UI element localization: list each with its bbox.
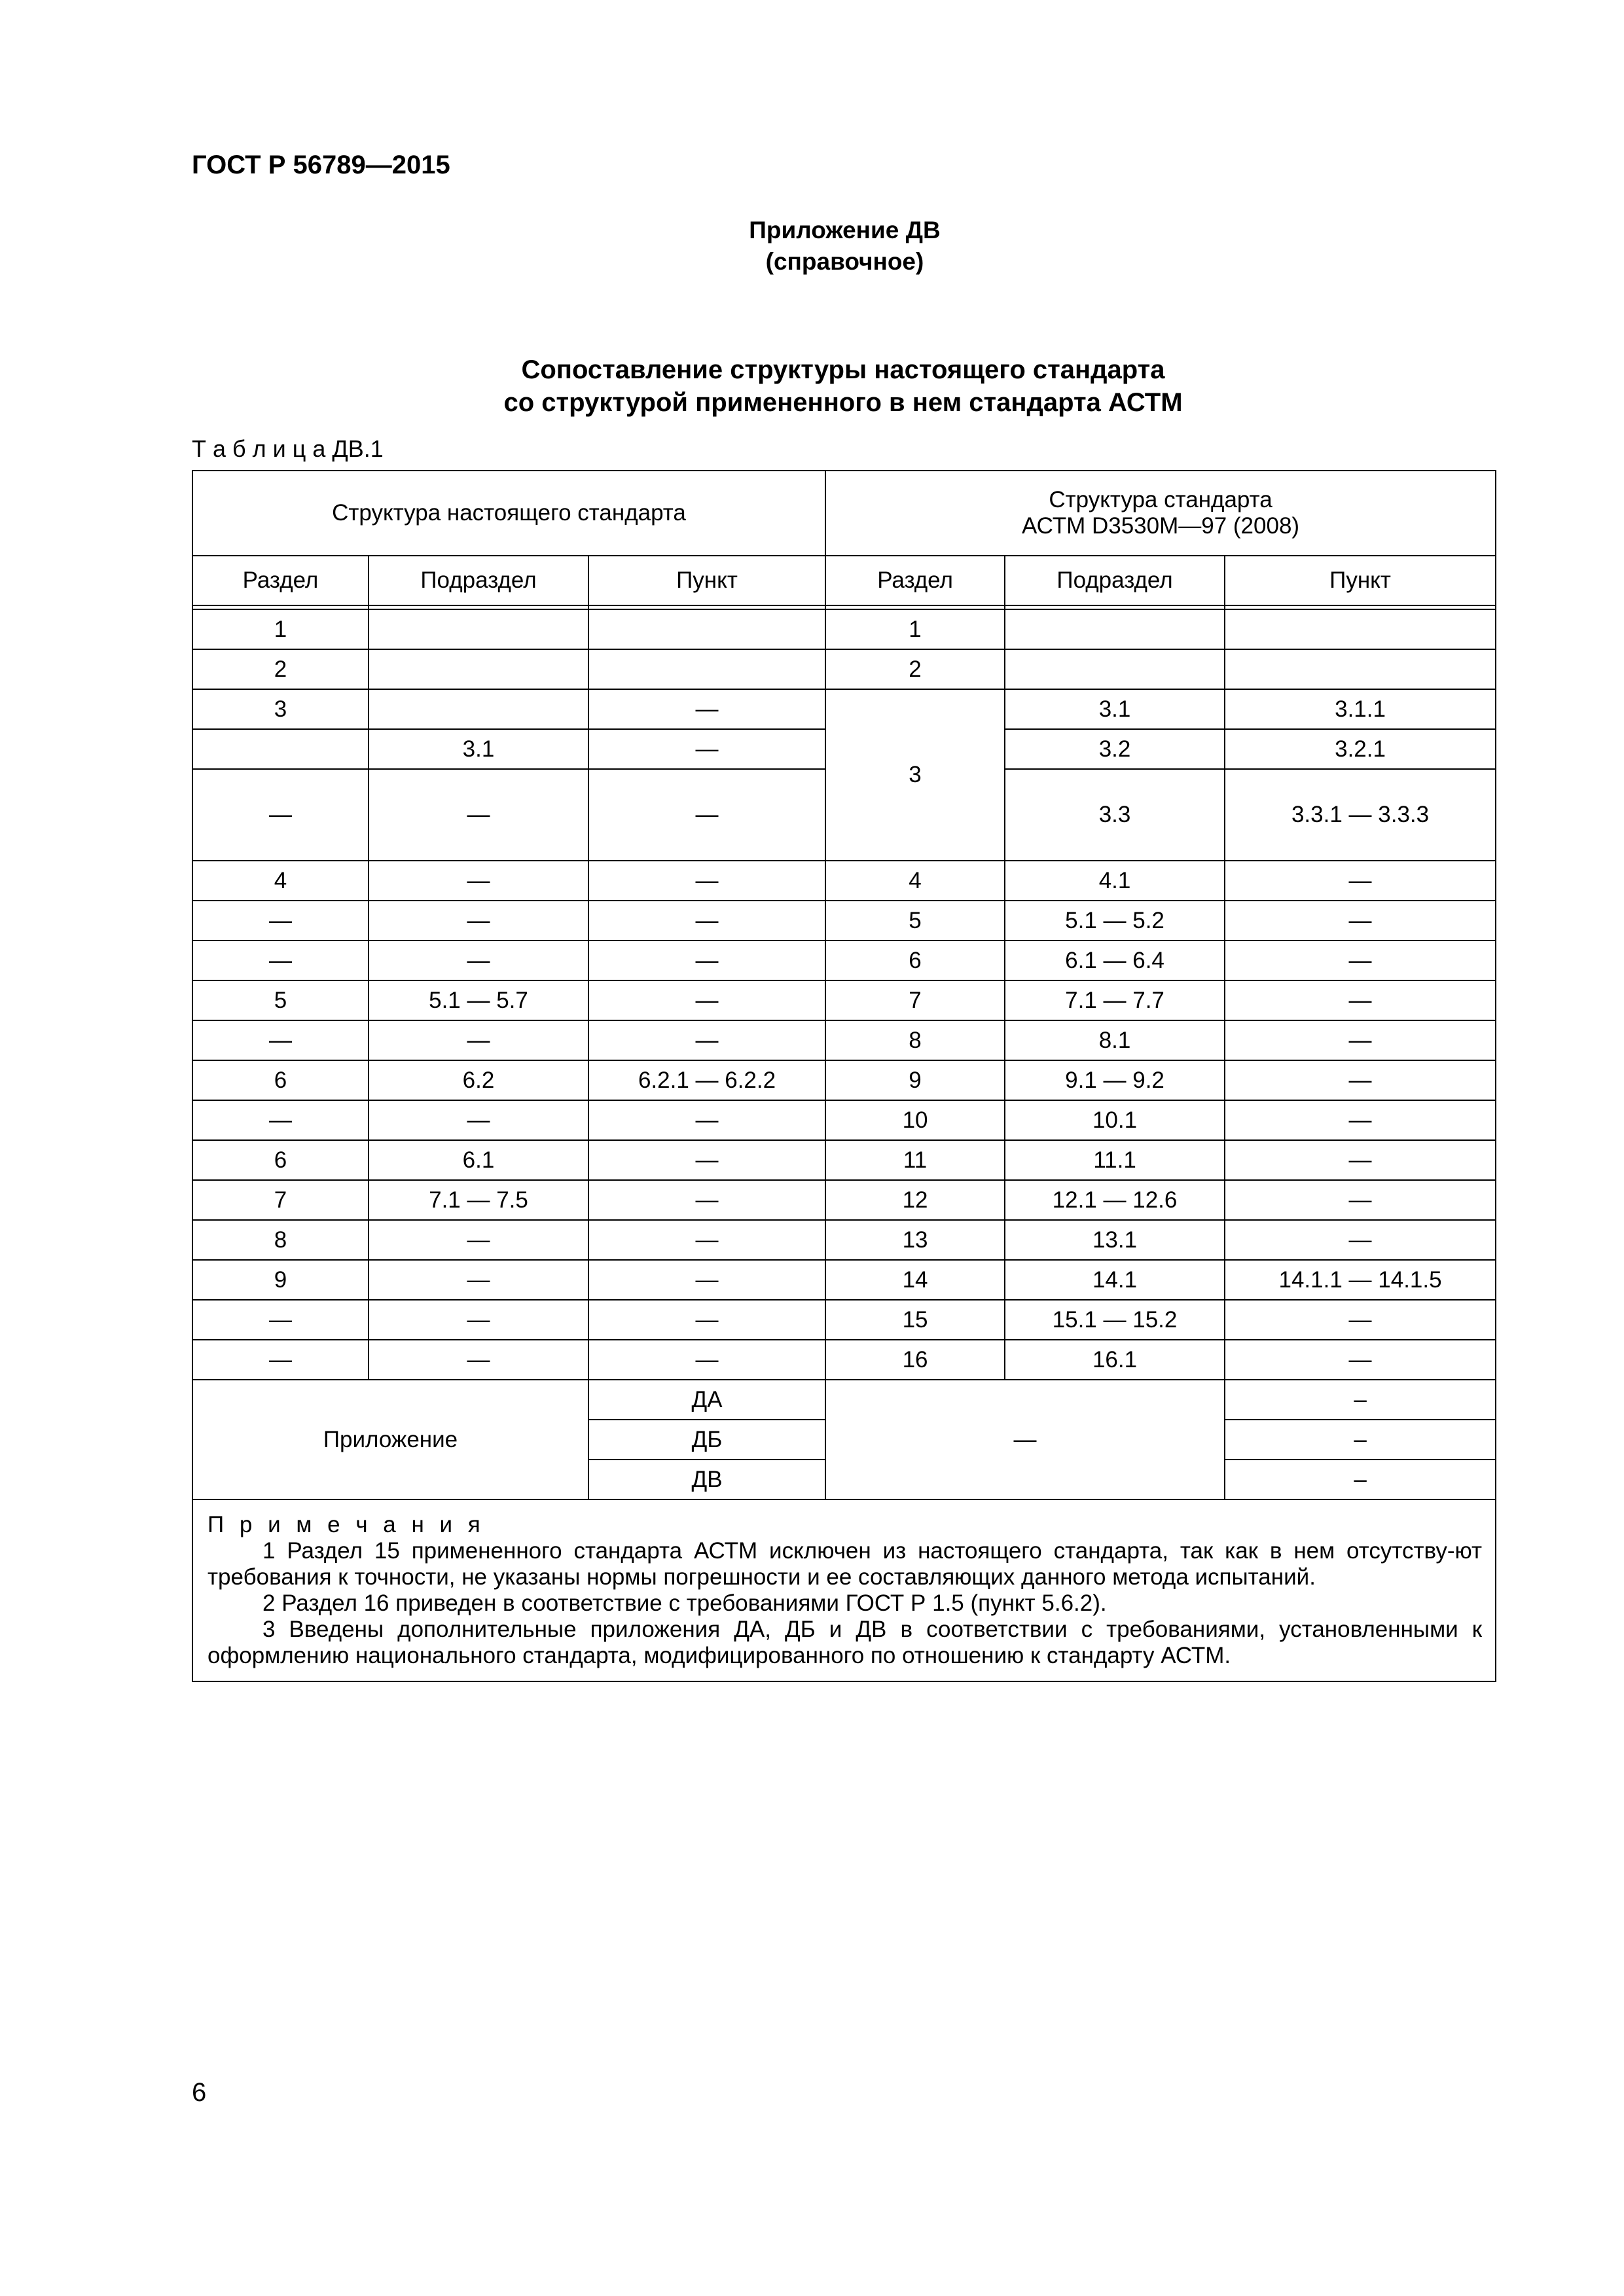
appendix-item: ДА: [588, 1380, 825, 1420]
table-row: [192, 861, 1496, 901]
table-cell: 10: [825, 1100, 1005, 1140]
table-cell: —: [369, 769, 588, 861]
appendix-item-mark: –: [1225, 1380, 1496, 1420]
table-cell: 8.1: [1005, 1020, 1225, 1060]
table-cell: [588, 609, 825, 649]
table-cell: 9.1 — 9.2: [1005, 1060, 1225, 1100]
table-cell: —: [369, 1340, 588, 1380]
table-cell: 5.1 — 5.7: [369, 980, 588, 1020]
col-header: Пункт: [1225, 556, 1496, 605]
right-group-header: [825, 471, 1496, 556]
table-cell: 6.1: [369, 1140, 588, 1180]
table-cell: 12: [825, 1180, 1005, 1220]
table-row: [192, 1300, 1496, 1340]
table-cell: —: [1225, 1020, 1496, 1060]
table-group-header: [192, 471, 1496, 556]
table-heading: [192, 353, 1494, 419]
table-cell: —: [192, 769, 369, 861]
table-cell: —: [369, 1020, 588, 1060]
table-cell: [1005, 609, 1225, 649]
col-header: Раздел: [825, 556, 1005, 605]
table-row: [192, 1100, 1496, 1140]
table-cell: —: [588, 769, 825, 861]
col-header: Подраздел: [1005, 556, 1225, 605]
table-cell: 3.1: [1005, 689, 1225, 729]
table-cell: —: [1225, 1140, 1496, 1180]
table-cell: 5.1 — 5.2: [1005, 901, 1225, 941]
note-item: 3 Введены дополнительные приложения ДА, ДБ и ДВ в соответствии с требованиями, установленными к оформлению национального стандарта, модифицированного по отношению к стандарту АСТМ.: [208, 1617, 1483, 1668]
table-cell: [369, 609, 588, 649]
table-cell: —: [588, 1220, 825, 1260]
table-cell: [1225, 609, 1496, 649]
table-cell: —: [1225, 861, 1496, 901]
table-cell: —: [369, 1100, 588, 1140]
table-cell: 6.2: [369, 1060, 588, 1100]
table-cell: 12.1 — 12.6: [1005, 1180, 1225, 1220]
note-item: 1 Раздел 15 примененного стандарта АСТМ исключен из настоящего стандарта, так как в нем отсутству-ют требования к точности, не указаны нормы погрешности и ее составляющих данного метода испытаний.: [208, 1538, 1483, 1590]
table-cell: —: [192, 1340, 369, 1380]
table-cell: —: [588, 689, 825, 729]
table-cell: 3.3.1 — 3.3.3: [1225, 769, 1496, 861]
table-cell: 3: [192, 689, 369, 729]
table-cell: 4.1: [1005, 861, 1225, 901]
appendix-item: ДБ: [588, 1420, 825, 1460]
table-cell: 2: [192, 649, 369, 689]
table-cell: 7: [825, 980, 1005, 1020]
table-cell: [192, 729, 369, 769]
table-cell: 8: [192, 1220, 369, 1260]
table-cell: 14: [825, 1260, 1005, 1300]
table-cell: —: [1225, 1180, 1496, 1220]
table-cell: [588, 649, 825, 689]
table-cell: 7.1 — 7.7: [1005, 980, 1225, 1020]
table-cell: —: [588, 1300, 825, 1340]
table-cell: —: [588, 729, 825, 769]
table-row: [192, 609, 1496, 649]
table-cell: 4: [192, 861, 369, 901]
table-cell: —: [1225, 901, 1496, 941]
table-cell: 10.1: [1005, 1100, 1225, 1140]
table-row: [192, 980, 1496, 1020]
table-cell: —: [588, 1020, 825, 1060]
table-cell: 7: [192, 1180, 369, 1220]
annex-kind: (справочное): [765, 248, 924, 275]
table-row: [192, 1220, 1496, 1260]
table-row: [192, 941, 1496, 980]
table-cell: —: [369, 861, 588, 901]
annex-title: Приложение ДВ: [749, 217, 941, 243]
table-cell: —: [588, 1260, 825, 1300]
table-cell: —: [588, 901, 825, 941]
table-cell: 9: [825, 1060, 1005, 1100]
table-cell: 1: [825, 609, 1005, 649]
table-cell: 3.2: [1005, 729, 1225, 769]
table-cell: [369, 689, 588, 729]
table-cell: —: [588, 1140, 825, 1180]
table-cell: —: [369, 941, 588, 980]
table-cell: —: [369, 1300, 588, 1340]
table-cell: —: [588, 941, 825, 980]
table-cell: 4: [825, 861, 1005, 901]
table-cell: 13.1: [1005, 1220, 1225, 1260]
table-cell: 6.1 — 6.4: [1005, 941, 1225, 980]
table-cell: —: [1225, 1300, 1496, 1340]
table-cell: 6: [192, 1060, 369, 1100]
annex-heading: [0, 215, 1624, 278]
table-row: [192, 1260, 1496, 1300]
notes-title: П р и м е ч а н и я: [208, 1512, 485, 1537]
table-cell: —: [588, 1100, 825, 1140]
table-cell: 3.2.1: [1225, 729, 1496, 769]
table-cell: 11: [825, 1140, 1005, 1180]
table-cell: —: [1225, 1220, 1496, 1260]
table-cell: 3: [825, 689, 1005, 861]
right-group-line-2: АСТМ D3530М—97 (2008): [1022, 513, 1300, 539]
document-id: ГОСТ Р 56789—2015: [192, 151, 450, 179]
col-header: Раздел: [192, 556, 369, 605]
table-cell: —: [369, 901, 588, 941]
table-cell: —: [192, 1100, 369, 1140]
table-cell: 8: [825, 1020, 1005, 1060]
table-cell: —: [1225, 1060, 1496, 1100]
table-cell: —: [588, 1340, 825, 1380]
table-cell: 3.1: [369, 729, 588, 769]
table-cell: 7.1 — 7.5: [369, 1180, 588, 1220]
table-cell: —: [192, 901, 369, 941]
table-cell: —: [192, 1300, 369, 1340]
table-cell: 1: [192, 609, 369, 649]
right-group-line-1: Структура стандарта: [1049, 487, 1272, 512]
table-cell: 2: [825, 649, 1005, 689]
table-cell: 5: [192, 980, 369, 1020]
table-cell: 14.1.1 — 14.1.5: [1225, 1260, 1496, 1300]
table-row: [192, 1060, 1496, 1100]
table-cell: 9: [192, 1260, 369, 1300]
table-cell: —: [588, 861, 825, 901]
appendix-astm-value: —: [825, 1380, 1225, 1499]
table-cell: 16.1: [1005, 1340, 1225, 1380]
table-cell: —: [588, 980, 825, 1020]
left-group-header: Структура настоящего стандарта: [192, 471, 825, 556]
table-cell: —: [1225, 1340, 1496, 1380]
table-cell: —: [588, 1180, 825, 1220]
page-number: 6: [192, 2078, 207, 2107]
table-cell: 16: [825, 1340, 1005, 1380]
appendix-item-mark: –: [1225, 1460, 1496, 1499]
table-row: [192, 1020, 1496, 1060]
appendix-row: [192, 1380, 1496, 1420]
table-cell: 3.3: [1005, 769, 1225, 861]
table-cell: [1005, 649, 1225, 689]
table-cell: —: [1225, 1100, 1496, 1140]
notes: [192, 1499, 1496, 1681]
table-cell: 3.1.1: [1225, 689, 1496, 729]
table-row: [192, 1340, 1496, 1380]
table-cell: 14.1: [1005, 1260, 1225, 1300]
appendix-item-mark: –: [1225, 1420, 1496, 1460]
table-cell: 15: [825, 1300, 1005, 1340]
table-row: [192, 689, 1496, 729]
appendix-item: ДВ: [588, 1460, 825, 1499]
heading-line-1: Сопоставление структуры настоящего стандарта: [521, 355, 1165, 384]
table-cell: —: [192, 941, 369, 980]
table-cell: —: [192, 1020, 369, 1060]
table-cell: 5: [825, 901, 1005, 941]
table-row: [192, 901, 1496, 941]
appendix-label: Приложение: [192, 1380, 588, 1499]
comparison-table: [192, 470, 1496, 1682]
table-cell: [369, 649, 588, 689]
table-row: [192, 649, 1496, 689]
table-cell: 11.1: [1005, 1140, 1225, 1180]
table-cell: 6: [825, 941, 1005, 980]
table-column-header: [192, 556, 1496, 605]
table-row: [192, 1140, 1496, 1180]
table-cell: [1225, 649, 1496, 689]
table-cell: —: [369, 1260, 588, 1300]
table-cell: 6: [192, 1140, 369, 1180]
table-cell: —: [369, 1220, 588, 1260]
table-row: [192, 1180, 1496, 1220]
heading-line-2: со структурой примененного в нем стандарта АСТМ: [503, 388, 1183, 417]
table-cell: —: [1225, 980, 1496, 1020]
table-cell: 15.1 — 15.2: [1005, 1300, 1225, 1340]
col-header: Подраздел: [369, 556, 588, 605]
notes-row: [192, 1499, 1496, 1681]
table-cell: 13: [825, 1220, 1005, 1260]
table-cell: 6.2.1 — 6.2.2: [588, 1060, 825, 1100]
note-item: 2 Раздел 16 приведен в соответствие с требованиями ГОСТ Р 1.5 (пункт 5.6.2).: [262, 1590, 1107, 1616]
table-cell: —: [1225, 941, 1496, 980]
col-header: Пункт: [588, 556, 825, 605]
table-label: Т а б л и ц а ДВ.1: [192, 435, 384, 462]
